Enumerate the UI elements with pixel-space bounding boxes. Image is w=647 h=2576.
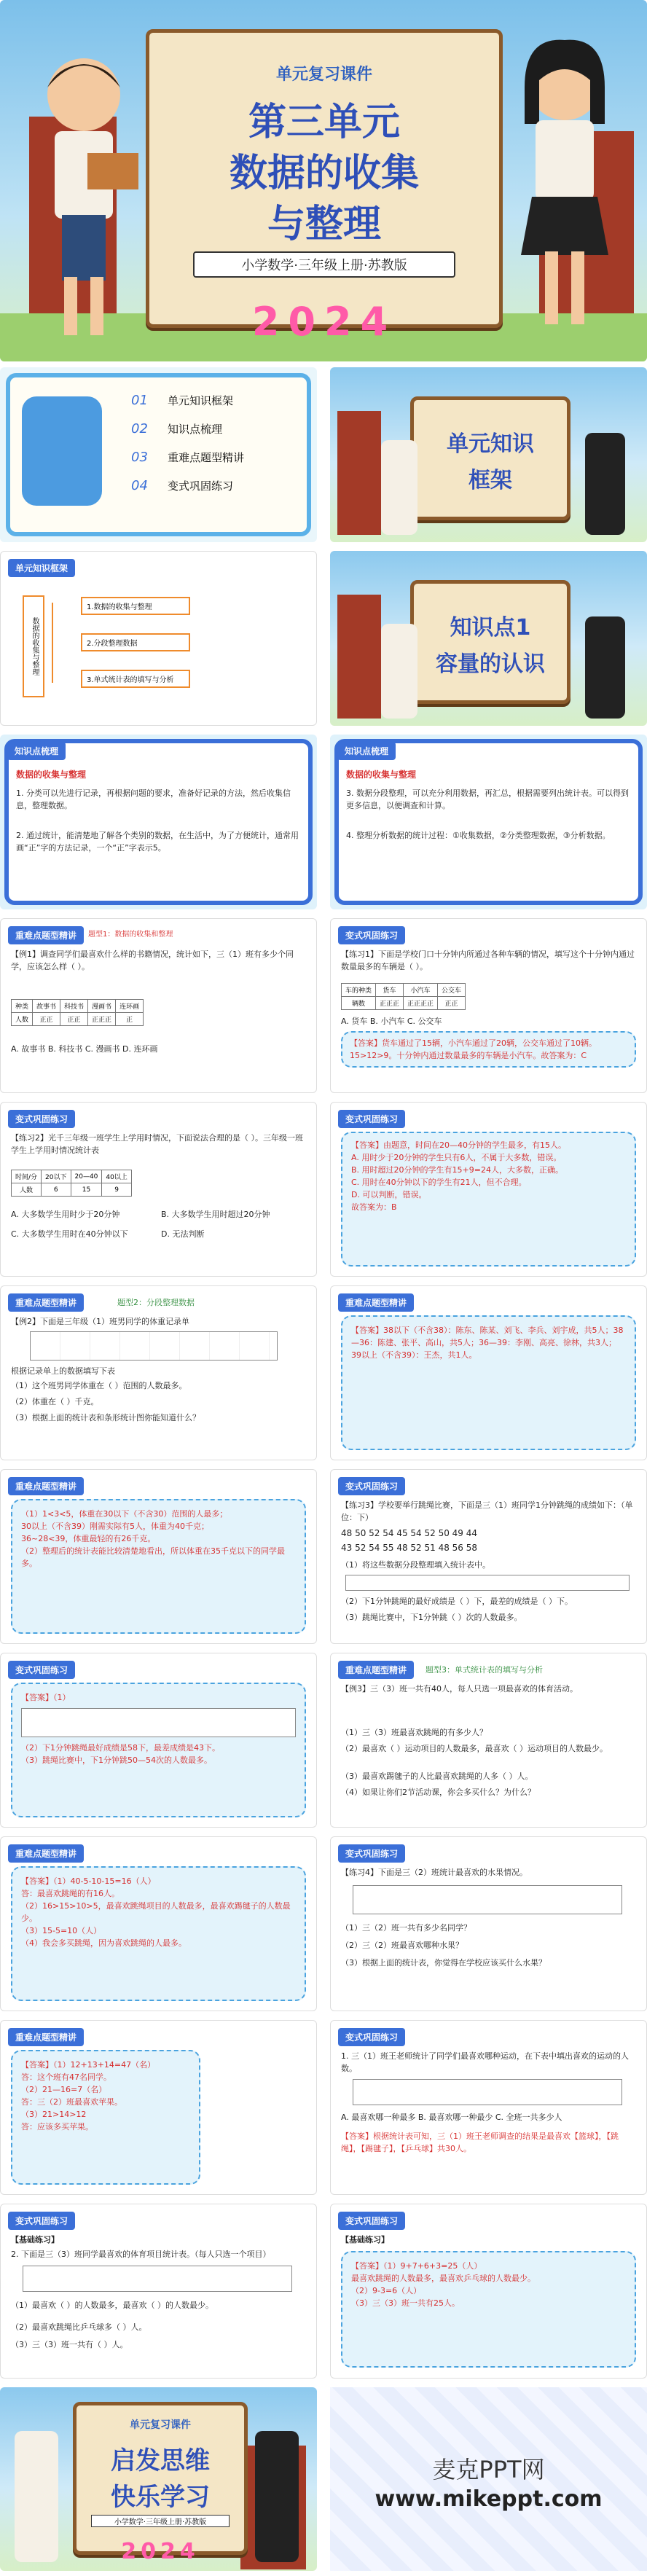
back-series: 单元复习课件 [130,2419,191,2431]
question-text: 【例3】三（3）班一共有40人，每人只选一项最喜欢的体育活动。 [341,1684,578,1694]
question-text: （3）三（3）班一共有（ ）人。 [11,2340,128,2349]
back-year: 2024 [121,2539,200,2564]
slide-tag: 重难点题型精讲 [338,1293,414,1312]
question-text: 【练习3】学校要举行跳绳比赛，下面是三（1）班同学1分钟跳绳的成绩如下：（单位：下） [341,1500,633,1523]
toc-item[interactable] [131,421,244,436]
brand-name: 麦克PPT网 [432,2456,545,2483]
slide-tag: 单元知识框架 [8,559,75,577]
weight-record-table [30,1331,278,1361]
section-board [410,580,570,704]
question-type: 题型3：单式统计表的填写与分析 [426,1665,543,1675]
option-a: A. 大多数学生用时少于20分钟 [11,1210,120,1219]
answer-options: A. 货车 B. 小汽车 C. 公交车 [341,1017,442,1026]
sport-table [353,2079,622,2105]
question-type: 题型1：数据的收集和整理 [88,931,173,939]
toc-label: 单元知识框架 [168,394,234,407]
answer-slide-ex2 [330,1285,647,1460]
question-text: 【例1】调查同学们最喜欢什么样的书籍情况，统计如下，三（1）班有多少个同学，应该怎么样（ ）。 [11,950,294,972]
back-cover-slide [0,2387,317,2571]
cover-year: 2024 [251,299,397,345]
question-text: 【练习2】光千三年级一班学生上学用时情况，下面说法合理的是（ ）。三年级一班学生上学用时情况统计表 [11,1133,303,1156]
section-title-2: 容量的认识 [436,651,545,677]
cover-subtitle: 小学数学·三年级上册·苏教版 [193,251,455,278]
variant-slide-4 [330,1836,647,2011]
slide-tag: 知识点梳理 [337,742,396,760]
question-text: （4）如果让你们2节活动课，你会多买什么？为什么？ [341,1788,536,1797]
data-table: 时间/分 20以下 20—40 40以上 人数 6 15 9 [11,1170,132,1197]
toc-num: 01 [131,393,148,408]
data-table: 种类 故事书 科技书 漫画书 连环画 人数 正正 正正 正正正 正 [11,999,144,1026]
slide-tag: 变式巩固练习 [338,1110,405,1128]
knowledge-text: 1. 分类可以先进行记录，再根据问题的要求，准备好记录的方法，然后收集信息，整理数据。 [16,788,291,811]
knowledge-text: 4. 整理分析数据的统计过程：①收集数据，②分类整理数据，③分析数据。 [346,831,611,840]
toc-slide [0,367,317,542]
answer-options: A. 最喜欢哪一种最多 B. 最喜欢哪一种最少 C. 全班一共多少人 [341,2113,562,2122]
question-text: 根据记录单上的数据填写下表 [11,1366,115,1376]
question-text: 1. 三（1）班王老师统计了同学们最喜欢哪种运动，在下表中填出喜欢的运动的人数。 [341,2051,629,2074]
question-text: （1）三（2）班一共有多少名同学？ [341,1923,471,1933]
question-text: （2）最喜欢跳绳比乒乓球多（ ）人。 [11,2322,147,2332]
toc-label: 知识点梳理 [168,423,223,436]
slide-tag: 变式巩固练习 [338,1844,405,1863]
framework-slide [0,551,317,726]
question-text: （1）三（3）班最喜欢跳绳的有多少人？ [341,1728,487,1737]
cover-slide [0,0,647,361]
answer-table [21,1708,296,1737]
back-subtitle: 小学数学·三年级上册·苏教版 [91,2515,230,2527]
slide-tag: 重难点题型精讲 [8,1477,84,1495]
answer-box: 【答案】38以下（不含38）：陈东、陈某、刘飞、李兵、刘宇成，共5人；38—36：陈建、张平、高山，共5人；36—39：李刚、高亮、徐林，共3人；39以上（不含39）：王杰，共1人。 [341,1315,636,1450]
boy-character [15,2431,58,2562]
toc-item[interactable] [131,478,244,493]
answer-slide-ex2b [0,1469,317,1644]
section-heading: 【基础练习】 [11,2235,59,2244]
data-table: 车的种类 货车 小汽车 公交车 辆数 正正正 正正正正 正正 [341,983,466,1010]
answer-box: 【答案】货车通过了15辆，小汽车通过了20辆，公交车通过了10辆。15>12>9。十分钟内通过数量最多的车辆是小汽车。故答案为：C [341,1031,636,1068]
question-text: （2）最喜欢（ ）运动项目的人数最多，最喜欢（ ）运动项目的人数最少。 [341,1744,608,1753]
toc-item[interactable] [131,450,244,465]
section-board [410,396,570,520]
toc-label: 重难点题型精讲 [168,451,245,464]
girl-character [255,2431,299,2562]
backpack-icon [22,396,102,506]
data-row: 43 52 54 55 48 52 51 48 56 58 [341,1543,478,1553]
boy-character [381,440,417,535]
answer-box: 【答案】（1） （2）下1分钟跳绳最好成绩是58下，最差成绩是43下。 （3）跳绳比赛中，下1分钟跳50—54次的人数最多。 [11,1683,306,1817]
question-text: （3）根据上面的统计表和条形统计图你能知道什么？ [11,1413,200,1422]
toc-label: 变式巩固练习 [168,479,234,493]
section-slide-1 [330,367,647,542]
boy-character [381,624,417,719]
example-slide-2 [0,1285,317,1460]
girl-character [503,29,627,350]
data-row: 48 50 52 54 45 54 52 50 49 44 [341,1528,478,1538]
option-c: C. 大多数学生用时在40分钟以下 [11,1229,128,1239]
answer-box: 【答案】（1）40-5-10-15=16（人） 答：最喜欢跳绳的有16人。 （2）16>15>10>5，最喜欢跳绳项目的人数最多，最喜欢踢毽子的人数最少。 （3）15-5=10（人） （4）我会多买跳绳，因为喜欢跳绳的人最多。 [11,1866,306,2001]
framework-branch: 2.分段整理数据 [81,633,190,651]
slide-tag: 重难点题型精讲 [338,1661,414,1679]
slide-tag: 变式巩固练习 [338,2028,405,2046]
slide-tag: 重难点题型精讲 [8,1293,84,1312]
slide-tag: 变式巩固练习 [338,1477,405,1495]
slide-tag: 知识点梳理 [7,742,66,760]
question-text: （2）三（2）班最喜欢哪种水果？ [341,1941,463,1950]
question-text: （3）最喜欢踢毽子的人比最喜欢跳绳的人多（ ）人。 [341,1772,533,1781]
section-heading: 【基础练习】 [341,2235,389,2244]
blank-table [345,1575,630,1591]
example-answer-slide-3 [0,1836,317,2011]
question-type: 题型2：分段整理数据 [117,1298,195,1307]
variant-slide-6 [0,2204,317,2379]
toc-item[interactable] [131,393,244,408]
cover-series: 单元复习课件 [275,66,372,84]
toc-num: 02 [131,421,148,436]
question-text: （3）跳绳比赛中，下1分钟跳（ ）次的人数最多。 [341,1613,522,1622]
section-title-2: 框架 [468,468,512,493]
boy-character [22,44,146,350]
question-text: 【例2】下面是三年级（1）班男同学的体重记录单 [11,1317,189,1326]
knowledge-heading: 数据的收集与整理 [346,770,417,780]
section-title-1: 知识点1 [450,615,531,641]
question-text: （3）根据上面的统计表，你觉得在学校应该买什么水果？ [341,1958,546,1968]
slide-tag: 变式巩固练习 [338,926,405,944]
title-board [146,29,503,328]
framework-branch: 1.数据的收集与整理 [81,597,190,615]
knowledge-slide-b [330,735,647,909]
variant-slide-2 [0,1102,317,1277]
question-text: 【练习4】下面是三（2）班统计最喜欢的水果情况。 [341,1868,528,1877]
slide-tag: 重难点题型精讲 [8,926,84,944]
back-title-1: 启发思维 [111,2446,210,2475]
slide-tag: 变式巩固练习 [338,2212,405,2230]
section-slide-2 [330,551,647,726]
question-text: （1）这个班男同学体重在（ ）范围的人数最多。 [11,1381,187,1390]
slide-tag: 重难点题型精讲 [8,2028,84,2046]
answer-box: （1）1<3<5，体重在30以下（不含30）范围的人最多； 30以上（不含39）刚需实际有5人，体重为40千克； 36~28<39，体重最轻的有26千克。 （2）整理后的统计表能比较清楚地看出，所以体重在35千克以下的同学最多。 [11,1499,306,1634]
question-text: （2）体重在（ ）千克。 [11,1397,99,1406]
framework-root: 数据的收集与整理 [23,595,44,697]
answer-box: 【答案】（1）9+7+6+3=25（人） 最喜欢跳绳的人数最多，最喜欢乒乓球的人数最少。 （2）9-3=6（人） （3）三（3）班一共有25人。 [341,2251,636,2368]
slide-tag: 变式巩固练习 [8,1110,75,1128]
variant-answer-slide-4 [0,2020,317,2195]
girl-character [585,616,625,719]
framework-branch: 3.单式统计表的填写与分析 [81,670,190,688]
answer-options: A. 故事书 B. 科技书 C. 漫画书 D. 连环画 [11,1044,158,1054]
answer-box: 【答案】由题意，时间在20—40分钟的学生最多，有15人。 A. 用时少于20分钟的学生只有6人，不属于大多数，错误。 B. 用时超过20分钟的学生有15+9=24人，大多数，正确。 C. 用时在40分钟以下的学生有21人，但不合理。 D. 可以判断，错误。 故答案为：B [341,1132,636,1267]
question-text: （2）下1分钟跳绳的最好成绩是（ ）下，最差的成绩是（ ）下。 [341,1597,573,1606]
answer-box: 【答案】（1）12+13+14=47（名） 答：这个班有47名同学。 （2）21—16=7（名） 答：三（2）班最喜欢苹果。 （3）21>14>12 答：应该多买苹果。 [11,2050,200,2185]
variant-answer-slide-3 [0,1653,317,1828]
variant-answer-slide-6 [330,2204,647,2379]
option-d: D. 无法判断 [161,1229,205,1239]
question-text: （1）最喜欢（ ）的人数最多，最喜欢（ ）的人数最少。 [11,2301,213,2310]
question-text: （1）将这些数据分段整理填入统计表中。 [341,1560,490,1570]
back-title-2: 快乐学习 [111,2483,210,2512]
variant-slide-3 [330,1469,647,1644]
knowledge-text: 3. 数据分段整理，可以充分利用数据，再汇总，根据需要列出统计表。可以得到更多信息，以便调查和计算。 [346,788,629,811]
knowledge-slide-a [0,735,317,909]
brand-url[interactable]: www.mikeppt.com [375,2486,603,2512]
toc-num: 03 [131,450,148,465]
question-text: 【练习1】下面是学校门口十分钟内所通过各种车辆的情况，填写这个十分钟内通过数量最多的车辆是（ ）。 [341,950,635,972]
cover-title-3: 与整理 [267,203,381,246]
cover-title-2: 数据的收集 [229,152,419,195]
example-slide-3 [330,1653,647,1828]
variant-slide-1 [330,918,647,1093]
variant-slide-5 [330,2020,647,2195]
section-title-1: 单元知识 [447,431,534,457]
girl-character [585,433,625,535]
slide-tag: 变式巩固练习 [8,2212,75,2230]
brand-panel [330,2387,647,2571]
fruit-table [353,1885,622,1914]
cover-title-1: 第三单元 [248,101,400,144]
option-b: B. 大多数学生用时超过20分钟 [161,1210,270,1219]
knowledge-text: 2. 通过统计，能清楚地了解各个类别的数据，在生活中，为了方便统计，通常用画“正”字的方法记录，一个“正”字表示5。 [16,831,299,853]
answer-slide-2 [330,1102,647,1277]
example-slide-1 [0,918,317,1093]
sport-table [23,2266,292,2292]
toc-num: 04 [131,478,148,493]
knowledge-heading: 数据的收集与整理 [16,770,87,780]
back-board [73,2402,248,2555]
toc-list [131,393,244,493]
slide-tag: 重难点题型精讲 [8,1844,84,1863]
question-text: 2. 下面是三（3）班同学最喜欢的体育项目统计表。（每人只选一个项目） [11,2250,271,2259]
slide-tag: 变式巩固练习 [8,1661,75,1679]
answer-text: 【答案】根据统计表可知，三（1）班王老师调查的结果是最喜欢【篮球】，【跳绳】，【踢毽子】，【乒乓球】共30人。 [341,2131,619,2154]
